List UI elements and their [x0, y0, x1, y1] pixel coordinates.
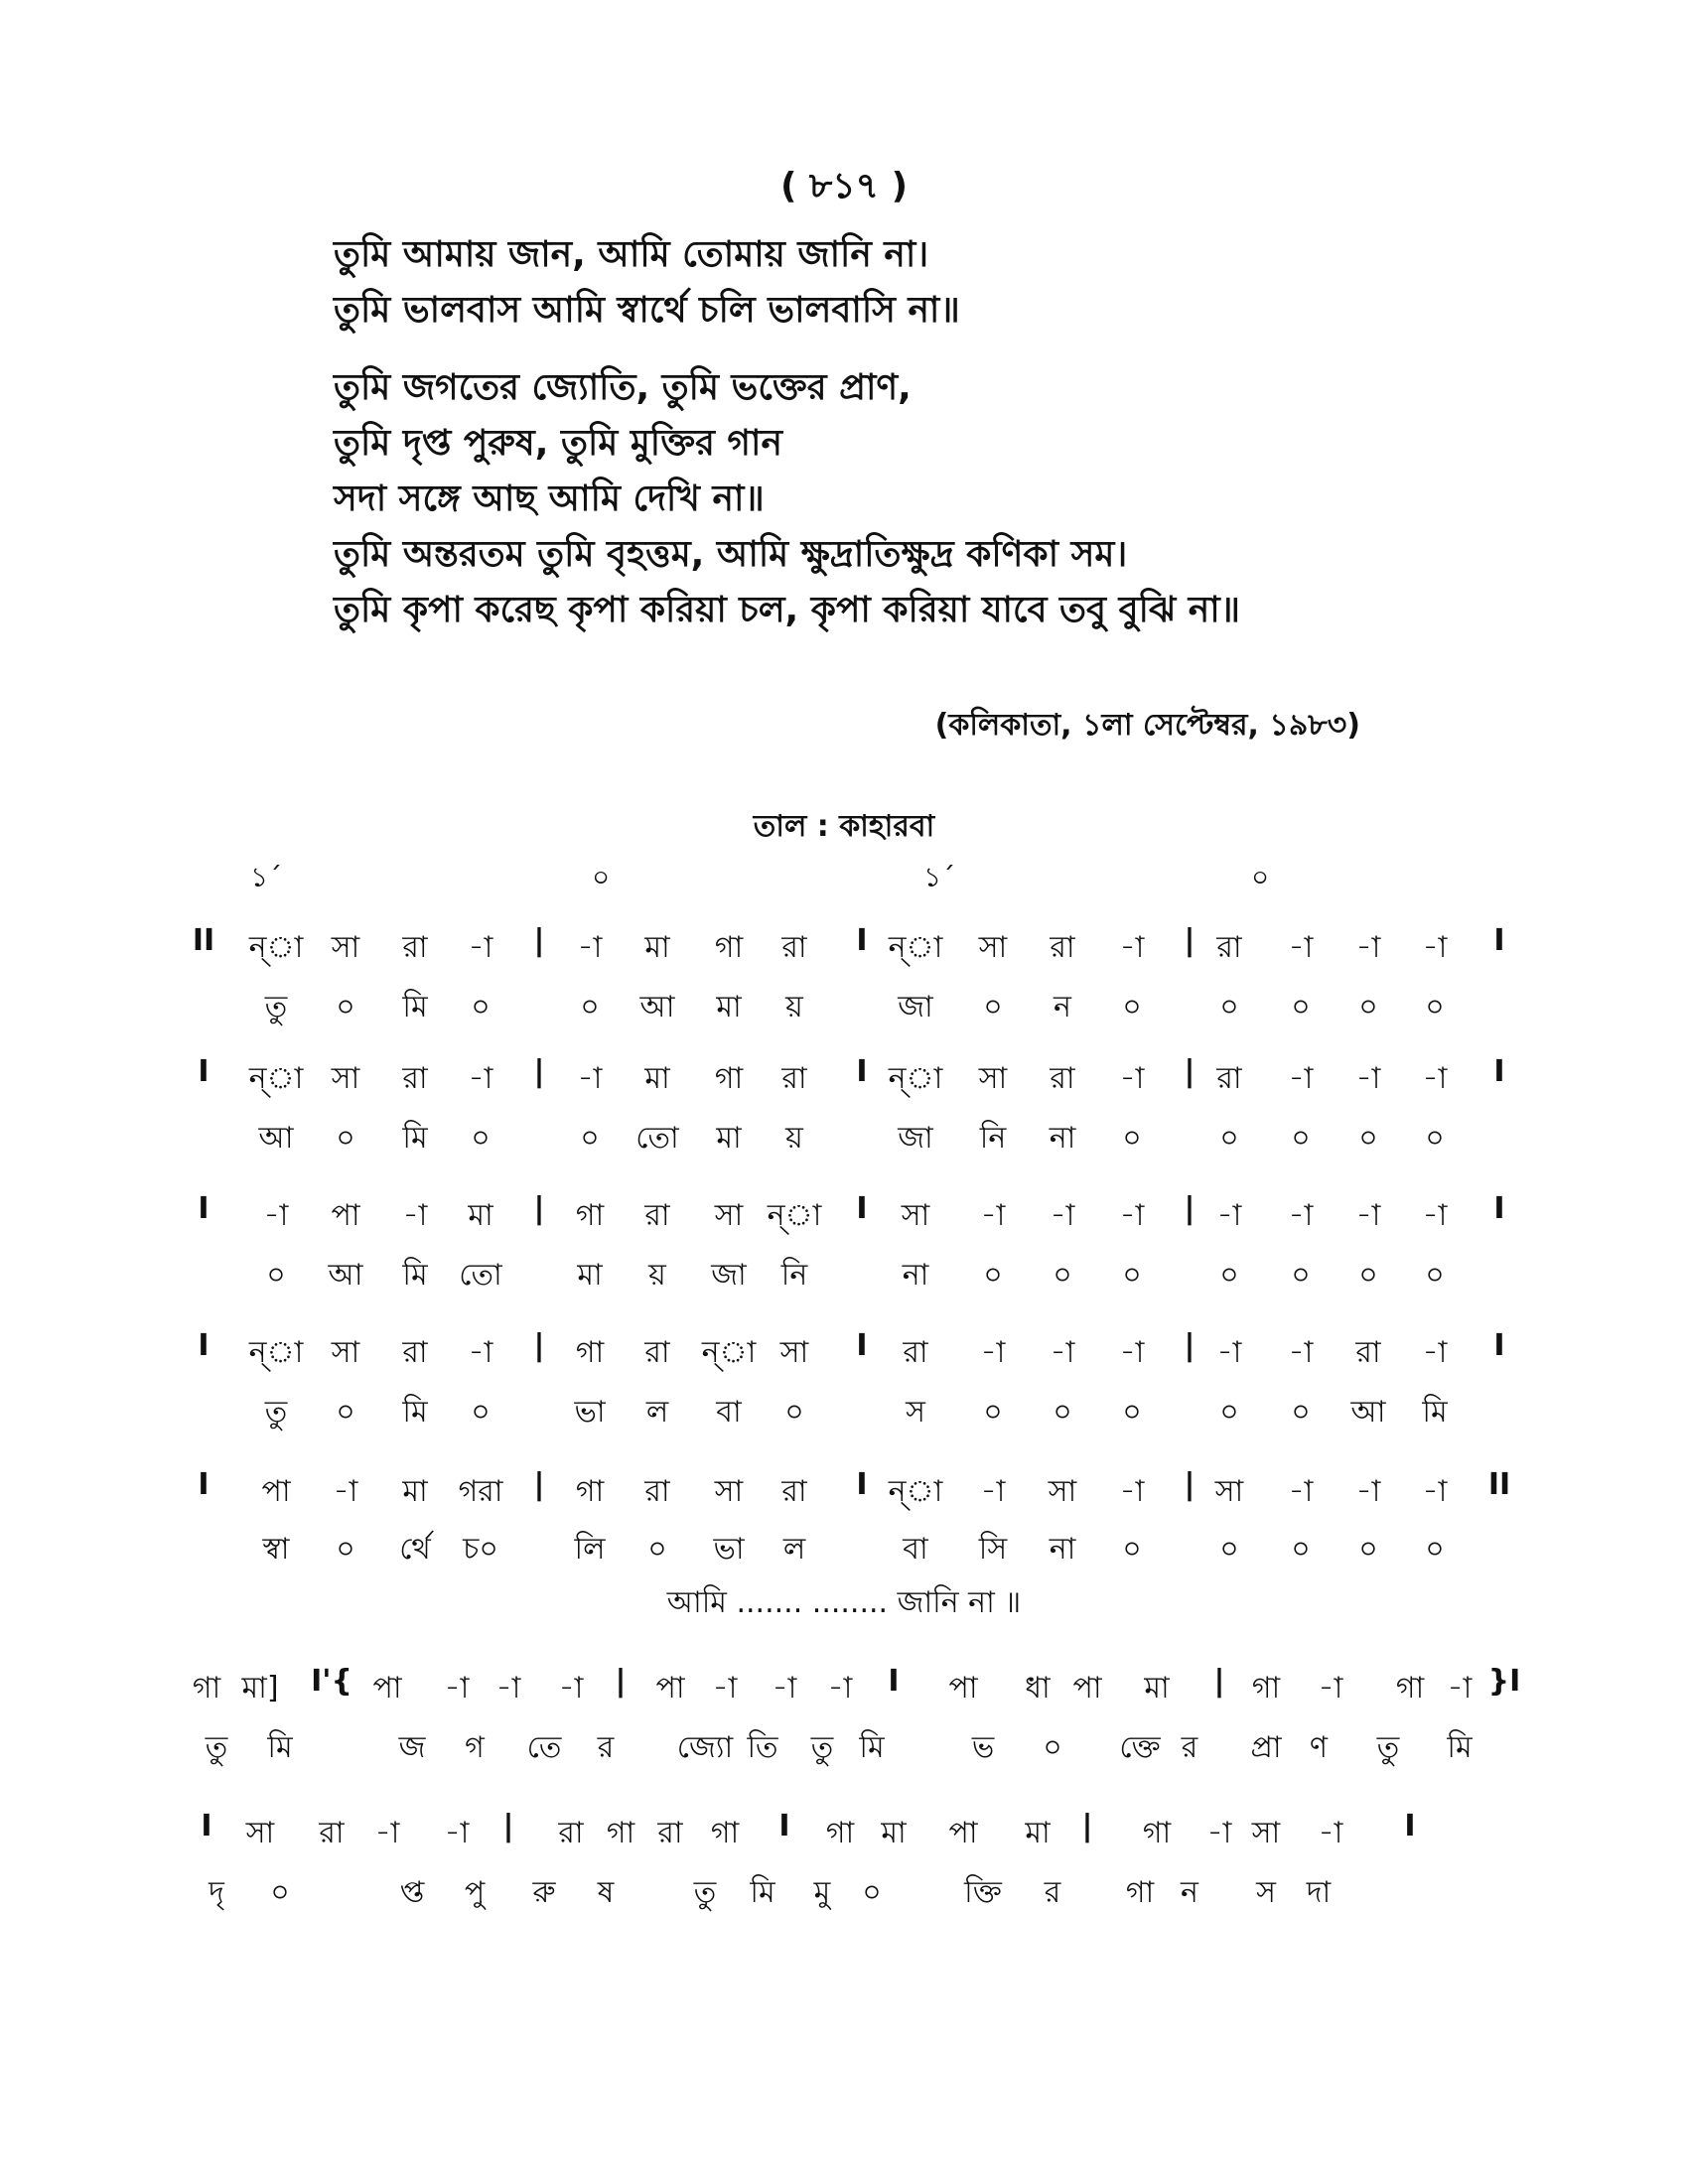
notation-cell: ন্‌া	[248, 1061, 304, 1096]
notation-cell: রা	[644, 1198, 670, 1233]
notation-cell: গা	[1142, 1816, 1172, 1850]
notation-cell: -া	[1355, 930, 1381, 965]
notation-cell: -া	[712, 1671, 738, 1706]
notation-cell: ন্‌া	[248, 930, 304, 965]
notation-cell: গা	[575, 1474, 605, 1509]
notation-cell: সা	[331, 930, 360, 965]
notation-cell: -া	[444, 1816, 470, 1850]
notation-cell: সা	[1214, 1474, 1244, 1509]
notation-cell: ০	[580, 1121, 600, 1156]
notation-cell: -া	[374, 1816, 400, 1850]
notation-cell: I	[888, 1664, 900, 1699]
notation-cell: -া	[1288, 1335, 1314, 1370]
notation-cell: সি	[978, 1532, 1008, 1567]
notation-cell: মি	[402, 990, 428, 1024]
notation-cell: তু	[205, 1730, 228, 1765]
notation-cell: গা	[1125, 1875, 1155, 1910]
notation-cell: রা	[644, 1474, 670, 1509]
notation-cell: ন্‌া	[888, 1061, 943, 1096]
notation-cell: ০	[1425, 1258, 1445, 1293]
notation-swara-row	[0, 1664, 1688, 1704]
notation-cell: তো	[635, 1121, 679, 1156]
notation-cell: |	[615, 1664, 627, 1699]
notation-cell: সা	[901, 1198, 930, 1233]
notation-cell: রা	[1355, 1335, 1381, 1370]
notation-cell: I	[856, 923, 868, 958]
notation-cell: সা	[978, 1061, 1008, 1096]
notation-lyric-row	[0, 1114, 1688, 1154]
notation-cell: মি	[859, 1730, 885, 1765]
notation-cell: -া	[772, 1671, 797, 1706]
notation-cell: রা	[644, 1335, 670, 1370]
notation-cell: -া	[1318, 1816, 1343, 1850]
notation-cell: -া	[827, 1671, 853, 1706]
notation-cell: ০	[1425, 990, 1445, 1024]
notation-cell: গা	[192, 1671, 221, 1706]
notation-swara-row	[0, 1328, 1688, 1368]
notation-cell: আ	[258, 1121, 294, 1156]
notation-cell: |	[1184, 923, 1196, 958]
notation-cell: পা	[655, 1671, 685, 1706]
notation-cell: সা	[779, 1335, 809, 1370]
notation-cell: ০	[471, 990, 491, 1024]
lyric-line: তুমি দৃপ্ত পুরুষ, তুমি মুক্তির গান	[334, 423, 782, 464]
notation-cell: -া	[468, 930, 493, 965]
notation-cell: -া	[1355, 1198, 1381, 1233]
notation-cell: -া	[980, 1474, 1006, 1509]
notation-cell: -া	[1422, 930, 1448, 965]
notation-cell: পা	[948, 1816, 978, 1850]
notation-cell: র	[597, 1730, 615, 1765]
notation-cell: }I	[1487, 1664, 1521, 1699]
notation-cell: ষ	[597, 1875, 615, 1910]
notation-cell: |	[533, 1191, 545, 1226]
notation-cell: না	[1049, 1121, 1076, 1156]
notation-cell: রা	[903, 1335, 928, 1370]
notation-cell: গা	[825, 1816, 855, 1850]
notation-cell: স্বা	[262, 1532, 290, 1567]
notation-cell: ন্‌া	[888, 930, 943, 965]
notation-cell: সা	[1048, 1474, 1077, 1509]
tala-heading: তাল : কাহারবা	[753, 809, 935, 844]
notation-cell: -া	[1119, 1198, 1145, 1233]
notation-cell: -া	[1422, 1061, 1448, 1096]
notation-cell: গা	[575, 1198, 605, 1233]
notation-cell: I	[198, 1467, 210, 1502]
notation-cell: ধা	[1025, 1671, 1051, 1706]
notation-cell: ০	[1425, 1532, 1445, 1567]
notation-cell: ০	[647, 1532, 667, 1567]
notation-cell: -া	[1447, 1671, 1473, 1706]
notation-cell: I	[778, 1809, 790, 1843]
notation-cell: স	[1256, 1875, 1276, 1910]
notation-cell: ০	[983, 990, 1003, 1024]
notation-cell: ল	[782, 1532, 806, 1567]
notation-cell: না	[1049, 1532, 1076, 1567]
notation-cell: ০	[1043, 1730, 1062, 1765]
notation-lyric-row	[0, 1525, 1688, 1565]
notation-cell: সা	[245, 1816, 275, 1850]
notation-cell: ভ	[971, 1730, 995, 1765]
notation-cell: -া	[468, 1335, 493, 1370]
notation-cell: |	[502, 1809, 514, 1843]
notation-cell: ০	[1219, 990, 1239, 1024]
notation-cell: ০	[580, 990, 600, 1024]
notation-cell: য়	[648, 1258, 666, 1293]
notation-cell: গা	[1395, 1671, 1425, 1706]
notation-cell: রা	[781, 930, 807, 965]
notation-cell: ০	[1122, 1395, 1142, 1430]
lyric-line: তুমি অন্তরতম তুমি বৃহত্তম, আমি ক্ষুদ্রাতিক্ষুদ্র কণিকা সম।	[334, 534, 1128, 575]
notation-cell: পু	[464, 1875, 486, 1910]
notation-cell: আ	[1350, 1395, 1386, 1430]
notation-cell: রা	[781, 1474, 807, 1509]
notation-cell: ০	[1291, 990, 1311, 1024]
notation-cell: ০	[1291, 1258, 1311, 1293]
notation-cell: ০	[336, 990, 355, 1024]
notation-cell: ০	[862, 1875, 882, 1910]
notation-cell: -া	[1119, 1474, 1145, 1509]
notation-cell: লি	[574, 1532, 606, 1567]
notation-cell: মা	[577, 1258, 603, 1293]
notation-cell: র্থে	[399, 1532, 431, 1567]
notation-cell: ০	[1358, 1258, 1378, 1293]
notation-cell: ন	[1181, 1875, 1198, 1910]
notation-swara-row	[0, 1191, 1688, 1231]
notation-cell: ০	[1122, 1121, 1142, 1156]
notation-cell: ০	[1358, 1121, 1378, 1156]
notation-cell: |	[533, 923, 545, 958]
notation-cell: ০	[1219, 1121, 1239, 1156]
notation-cell: -া	[1288, 1198, 1314, 1233]
notation-cell: জা	[711, 1258, 747, 1293]
notation-cell: ০	[266, 1258, 286, 1293]
notation-cell: তু	[1376, 1730, 1400, 1765]
notation-cell: ক্তি	[964, 1875, 1002, 1910]
notation-cell: ০	[784, 1395, 804, 1430]
notation-cell: মি	[750, 1875, 775, 1910]
notation-cell: I	[1493, 1191, 1505, 1226]
notation-cell: |	[533, 1054, 545, 1089]
notation-cell: ০	[1358, 990, 1378, 1024]
notation-cell: য়	[785, 990, 803, 1024]
notation-cell: -া	[1216, 1198, 1242, 1233]
notation-cell: I	[198, 1054, 210, 1089]
beat-marker: ০	[592, 861, 611, 893]
notation-cell: ন	[1054, 990, 1071, 1024]
notation-cell: |	[533, 1328, 545, 1363]
notation-cell: |	[1213, 1664, 1225, 1699]
notation-cell: পা	[372, 1671, 402, 1706]
notation-cell: -া	[1119, 1061, 1145, 1096]
notation-swara-row	[0, 1054, 1688, 1094]
notation-cell: রা	[1050, 1061, 1075, 1096]
notation-cell: I	[1493, 923, 1505, 958]
notation-cell: -া	[468, 1061, 493, 1096]
notation-cell: |	[1184, 1467, 1196, 1502]
notation-lyric-row	[0, 1388, 1688, 1428]
notation-cell: I	[856, 1054, 868, 1089]
notation-cell: -া	[1355, 1061, 1381, 1096]
notation-cell: |	[1184, 1191, 1196, 1226]
notation-cell: ০	[270, 1875, 290, 1910]
notation-cell: গা	[606, 1816, 635, 1850]
notation-cell: ০	[1219, 1395, 1239, 1430]
notation-cell: ০	[471, 1121, 491, 1156]
lyric-line: তুমি কৃপা করেছ কৃপা করিয়া চল, কৃপা করিয়া যাবে তবু বুঝি না॥	[334, 590, 1241, 630]
notation-cell: মু	[813, 1875, 831, 1910]
notation-cell: I	[856, 1328, 868, 1363]
notation-cell: |	[1184, 1328, 1196, 1363]
notation-cell: মা	[716, 990, 742, 1024]
notation-cell: -া	[1216, 1335, 1242, 1370]
beat-marker: ১´	[923, 861, 956, 893]
notation-cell: ০	[1122, 1532, 1142, 1567]
notation-cell: ০	[1358, 1532, 1378, 1567]
notation-cell: -া	[495, 1671, 521, 1706]
notation-cell: মা	[644, 930, 670, 965]
notation-cell: মি	[402, 1395, 428, 1430]
notation-cell: -া	[577, 1061, 603, 1096]
notation-swara-row	[0, 923, 1688, 963]
notation-cell: পা	[948, 1671, 978, 1706]
notation-cell: রা	[781, 1061, 807, 1096]
notation-cell: না	[902, 1258, 929, 1293]
notation-cell: ০	[1219, 1258, 1239, 1293]
notation-cell: মি	[267, 1730, 293, 1765]
notation-cell: রা	[1216, 1061, 1242, 1096]
notation-cell: তে	[526, 1730, 562, 1765]
notation-cell: আ	[639, 990, 675, 1024]
notation-cell: ০	[1291, 1532, 1311, 1567]
notation-cell: ০	[1291, 1395, 1311, 1430]
notation-cell: ন্‌া	[767, 1198, 822, 1233]
notation-cell: পা	[1072, 1671, 1102, 1706]
notation-cell: ল	[645, 1395, 669, 1430]
notation-cell: মি	[402, 1258, 428, 1293]
notation-cell: -া	[1422, 1474, 1448, 1509]
notation-cell: -া	[558, 1671, 584, 1706]
notation-cell: I	[1404, 1809, 1416, 1843]
notation-cell: র	[1044, 1875, 1061, 1910]
notation-cell: রা	[558, 1816, 584, 1850]
notation-cell: প্ত	[399, 1875, 425, 1910]
notation-cell: I	[1493, 1328, 1505, 1363]
notation-cell: -া	[402, 1198, 428, 1233]
notation-cell: গা	[575, 1335, 605, 1370]
notation-cell: তি	[747, 1730, 778, 1765]
notation-cell: মা	[1025, 1816, 1051, 1850]
notation-cell: য়	[785, 1121, 803, 1156]
notation-cell: ক্তে	[1119, 1730, 1161, 1765]
notation-cell: ০	[1425, 1121, 1445, 1156]
notation-cell: -া	[1050, 1335, 1075, 1370]
notation-cell: -া	[1288, 1061, 1314, 1096]
notation-cell: সা	[331, 1335, 360, 1370]
refrain-note: আমি ....... ........ জানি না ॥	[666, 1585, 1022, 1620]
lyrics-block	[334, 230, 1240, 641]
notation-cell: ভা	[574, 1395, 606, 1430]
notation-cell: I	[198, 1328, 210, 1363]
notation-cell: মি	[1447, 1730, 1473, 1765]
notation-cell: ০	[983, 1395, 1003, 1430]
notation-cell: রা	[402, 1061, 428, 1096]
notation-cell: ন্‌া	[888, 1474, 943, 1509]
notation-cell: সা	[1251, 1816, 1281, 1850]
notation-cell: জা	[898, 990, 933, 1024]
notation-cell: ০	[1122, 990, 1142, 1024]
notation-cell: গা	[714, 1061, 744, 1096]
notation-cell: নি	[780, 1258, 808, 1293]
notation-cell: গা	[1251, 1671, 1281, 1706]
notation-cell: দৃ	[209, 1875, 224, 1910]
notation-cell: পা	[261, 1474, 291, 1509]
notation-cell: মা	[716, 1121, 742, 1156]
notation-cell: নি	[979, 1121, 1007, 1156]
notation-cell: রা	[1050, 930, 1075, 965]
notation-cell: ০	[1053, 1395, 1072, 1430]
notation-cell: ভা	[713, 1532, 745, 1567]
notation-cell: তু	[810, 1730, 834, 1765]
notation-cell: রা	[657, 1816, 683, 1850]
notation-cell: -া	[1288, 930, 1314, 965]
notation-cell: -া	[980, 1335, 1006, 1370]
notation-cell: মা	[402, 1474, 428, 1509]
notation-cell: ন্‌া	[248, 1335, 304, 1370]
page-number: ( ৮১৭ )	[779, 166, 909, 206]
notation-cell: মা	[881, 1816, 907, 1850]
notation-cell: রু	[532, 1875, 556, 1910]
notation-cell: মা	[468, 1198, 493, 1233]
notation-cell: ণ	[1309, 1730, 1329, 1765]
lyric-line: তুমি আমায় জান, আমি তোমায় জানি না।	[334, 234, 929, 275]
notation-cell: I	[198, 1191, 210, 1226]
notation-cell: সা	[714, 1198, 744, 1233]
notation-cell: রা	[1216, 930, 1242, 965]
lyric-line: সদা সঙ্গে আছ আমি দেখি না॥	[334, 478, 765, 519]
notation-cell: ০	[1053, 1258, 1072, 1293]
notation-lyric-row	[0, 1868, 1688, 1908]
notation-cell: সা	[331, 1061, 360, 1096]
notation-lyric-row	[0, 983, 1688, 1023]
notation-cell: ০	[1291, 1121, 1311, 1156]
notation-cell: -া	[1422, 1198, 1448, 1233]
notation-cell: জা	[898, 1121, 933, 1156]
notation-cell: রা	[402, 930, 428, 965]
notation-cell: ০	[1122, 1258, 1142, 1293]
notation-cell: প্রা	[1250, 1730, 1282, 1765]
notation-cell: মি	[402, 1121, 428, 1156]
notation-cell: তু	[693, 1875, 717, 1910]
notation-cell: -া	[577, 930, 603, 965]
notation-cell: II	[1487, 1467, 1511, 1502]
notation-cell: মি	[1422, 1395, 1448, 1430]
notation-cell: তো	[459, 1258, 502, 1293]
notation-cell: II	[192, 923, 215, 958]
notation-lyric-row	[0, 1251, 1688, 1291]
notation-cell: সা	[714, 1474, 744, 1509]
notation-cell: -া	[263, 1198, 289, 1233]
notation-cell: |	[1184, 1054, 1196, 1089]
notation-cell: -া	[444, 1671, 470, 1706]
notation-cell: রা	[319, 1816, 345, 1850]
notation-cell: -া	[1355, 1474, 1381, 1509]
notation-cell: চ০	[463, 1532, 498, 1567]
notation-swara-row	[0, 1467, 1688, 1507]
notation-cell: -া	[1318, 1671, 1343, 1706]
beat-marker: ১´	[250, 861, 283, 893]
notation-cell: দা	[1306, 1875, 1332, 1910]
notation-cell: মা	[1144, 1671, 1170, 1706]
notation-cell: -া	[333, 1474, 358, 1509]
notation-cell: গা	[710, 1816, 740, 1850]
notation-cell: রা	[402, 1335, 428, 1370]
notation-cell: বা	[903, 1532, 928, 1567]
notation-cell: জ্যো	[676, 1730, 734, 1765]
colophon: (কলিকাতা, ১লা সেপ্টেম্বর, ১৯৮৩)	[934, 708, 1360, 743]
notation-cell: র	[1181, 1730, 1198, 1765]
notation-cell: |	[1081, 1809, 1093, 1843]
notation-lyric-row	[0, 1723, 1688, 1763]
notation-cell: ০	[336, 1532, 355, 1567]
notation-cell: ০	[336, 1395, 355, 1430]
notation-cell: বা	[716, 1395, 742, 1430]
notation-cell: পা	[331, 1198, 360, 1233]
notation-cell: জ	[398, 1730, 426, 1765]
notation-cell: ০	[983, 1258, 1003, 1293]
notation-cell: -া	[1119, 930, 1145, 965]
notation-cell: -া	[1119, 1335, 1145, 1370]
notation-cell: -া	[980, 1198, 1006, 1233]
notation-cell: সা	[978, 930, 1008, 965]
notation-cell: I	[856, 1191, 868, 1226]
beat-marker: ০	[1251, 861, 1270, 893]
notation-cell: -া	[1288, 1474, 1314, 1509]
notation-cell: গা	[714, 930, 744, 965]
notation-cell: গ	[465, 1730, 485, 1765]
notation-cell: স	[906, 1395, 925, 1430]
notation-cell: মা]	[241, 1671, 279, 1706]
notation-cell: ০	[1219, 1532, 1239, 1567]
notation-cell: -া	[1422, 1335, 1448, 1370]
lyric-line: তুমি ভালবাস আমি স্বার্থে চলি ভালবাসি না॥	[334, 290, 960, 331]
notation-cell: I	[856, 1467, 868, 1502]
notation-cell: -া	[1050, 1198, 1075, 1233]
notation-cell: আ	[328, 1258, 363, 1293]
notation-cell: I'{	[311, 1664, 352, 1699]
notation-cell: |	[533, 1467, 545, 1502]
notation-cell: গরা	[458, 1474, 503, 1509]
notation-cell: তু	[264, 990, 288, 1024]
notation-cell: I	[1493, 1054, 1505, 1089]
notation-cell: মা	[644, 1061, 670, 1096]
notation-swara-row	[0, 1809, 1688, 1848]
notation-cell: ০	[336, 1121, 355, 1156]
lyric-line: তুমি জগতের জ্যোতি, তুমি ভক্তের প্রাণ,	[334, 367, 912, 408]
notation-cell: তু	[264, 1395, 288, 1430]
notation-cell: ০	[471, 1395, 491, 1430]
notation-cell: ন্‌া	[701, 1335, 757, 1370]
notation-cell: I	[201, 1809, 212, 1843]
notation-cell: -া	[1206, 1816, 1232, 1850]
